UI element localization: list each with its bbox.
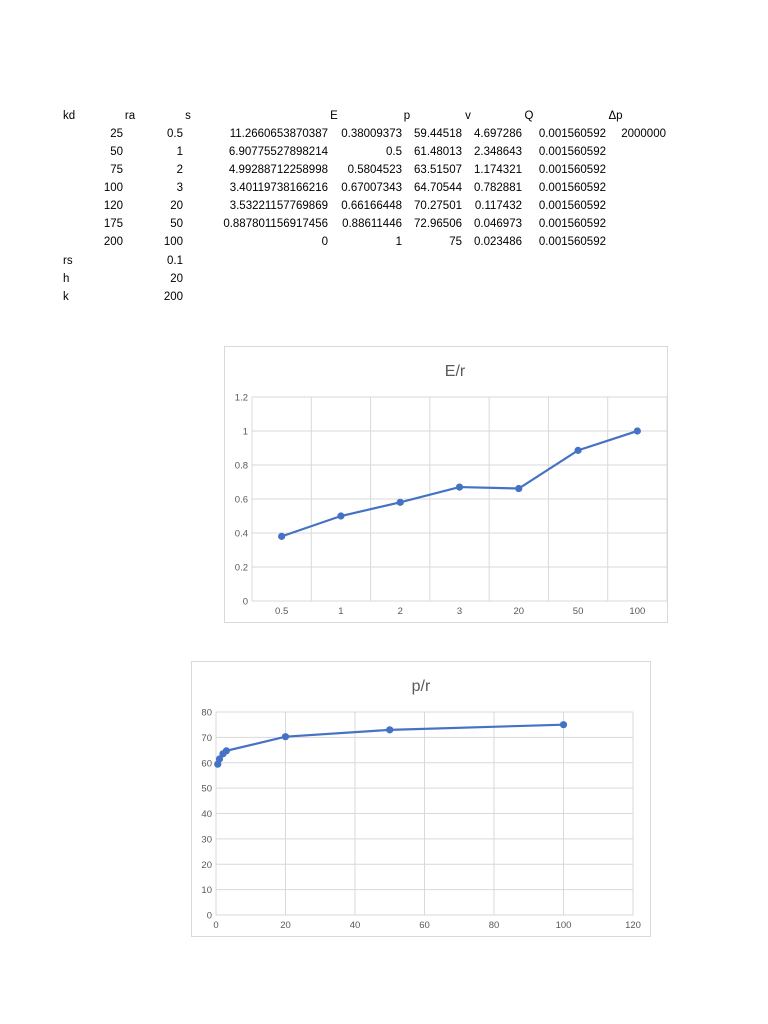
data-point (515, 485, 522, 492)
x-tick-label: 50 (572, 606, 584, 617)
y-tick-label: 0.2 (234, 562, 248, 574)
param-label[interactable]: h (63, 273, 70, 285)
cell-ra[interactable]: 50 (110, 146, 123, 158)
chart-p-r[interactable] (191, 661, 651, 937)
data-point (282, 733, 289, 740)
cell-Q[interactable]: 0.001560592 (538, 236, 606, 248)
cell-E[interactable]: 0.66166448 (341, 200, 402, 212)
y-tick-label: 60 (201, 758, 212, 770)
y-tick-label: 0.6 (234, 494, 248, 506)
cell-p[interactable]: 72.96506 (414, 218, 462, 230)
cell-p[interactable]: 59.44518 (414, 128, 462, 140)
x-tick-label: 100 (629, 606, 646, 617)
x-tick-label: 40 (349, 920, 361, 931)
header-p[interactable]: p (403, 110, 411, 122)
spreadsheet (0, 0, 768, 320)
x-tick-label: 20 (513, 606, 525, 617)
cell-r[interactable]: 0.887801156917456 (223, 218, 328, 230)
cell-ra[interactable]: 120 (103, 200, 123, 212)
y-tick-label: 30 (201, 834, 212, 846)
chart-title: p/r (411, 678, 431, 695)
cell-ra[interactable]: 100 (103, 182, 123, 194)
y-tick-label: 0.4 (234, 528, 248, 540)
cell-s[interactable]: 2 (176, 164, 183, 176)
cell-Q[interactable]: 0.001560592 (538, 146, 606, 158)
data-point (278, 533, 285, 540)
cell-ra[interactable]: 200 (103, 236, 123, 248)
param-value[interactable]: 20 (170, 273, 183, 285)
y-tick-label: 70 (201, 732, 212, 744)
cell-ra[interactable]: 175 (103, 218, 123, 230)
param-label[interactable]: rs (63, 255, 73, 267)
data-point (386, 726, 393, 733)
cell-Q[interactable]: 0.001560592 (538, 164, 606, 176)
cell-v[interactable]: 0.023486 (474, 236, 522, 248)
x-tick-label: 120 (625, 920, 641, 931)
cell-Q[interactable]: 0.001560592 (538, 128, 606, 140)
cell-v[interactable]: 0.782881 (474, 182, 522, 194)
header-ra[interactable]: ra (124, 110, 136, 122)
y-tick-label: 0 (206, 910, 212, 922)
cell-Q[interactable]: 0.001560592 (538, 218, 606, 230)
cell-p[interactable]: 75 (449, 236, 462, 248)
cell-r[interactable]: 11.2660653870387 (229, 128, 328, 140)
x-axis-ticks (275, 606, 645, 617)
cell-E[interactable]: 0.5804523 (347, 164, 402, 176)
param-label[interactable]: k (63, 291, 69, 303)
data-point (223, 747, 230, 754)
cell-s[interactable]: 3 (176, 182, 183, 194)
chart-e-r[interactable] (224, 346, 668, 623)
data-point (574, 447, 581, 454)
cell-dp[interactable]: 2000000 (621, 128, 666, 140)
cell-p[interactable]: 61.48013 (414, 146, 462, 158)
cell-s[interactable]: 0.5 (167, 128, 183, 140)
chart-grid (252, 397, 667, 601)
cell-v[interactable]: 2.348643 (474, 146, 522, 158)
cell-E[interactable]: 1 (395, 236, 402, 248)
x-tick-label: 20 (280, 920, 291, 931)
cell-r[interactable]: 3.40119738166216 (229, 182, 328, 194)
cell-s[interactable]: 50 (170, 218, 183, 230)
y-tick-label: 80 (201, 707, 212, 719)
cell-r[interactable]: 0 (321, 236, 328, 248)
y-tick-label: 20 (201, 859, 212, 871)
cell-Q[interactable]: 0.001560592 (538, 182, 606, 194)
y-axis-ticks (235, 393, 248, 608)
cell-p[interactable]: 64.70544 (414, 182, 462, 194)
header-kd[interactable]: kd (63, 110, 76, 122)
param-value[interactable]: 200 (163, 291, 183, 303)
x-axis-ticks (213, 920, 641, 931)
x-tick-label: 3 (456, 606, 463, 617)
x-tick-label: 0.5 (275, 606, 289, 617)
chart-e-r-svg (225, 347, 667, 622)
data-series (278, 427, 641, 540)
y-tick-label: 0.8 (234, 460, 248, 472)
data-point (634, 427, 641, 434)
param-value[interactable]: 0.1 (167, 255, 183, 267)
cell-ra[interactable]: 75 (110, 164, 123, 176)
cell-E[interactable]: 0.5 (386, 146, 402, 158)
x-tick-label: 2 (397, 606, 403, 617)
data-point (337, 512, 344, 519)
y-axis-ticks (201, 708, 212, 922)
cell-E[interactable]: 0.38009373 (341, 128, 402, 140)
y-tick-label: 1.2 (234, 392, 248, 404)
cell-v[interactable]: 0.117432 (474, 200, 522, 212)
header-v[interactable]: v (465, 110, 471, 122)
cell-p[interactable]: 70.27501 (414, 200, 462, 212)
chart-title: E/r (444, 363, 466, 380)
x-tick-label: 0 (213, 920, 219, 931)
cell-s[interactable]: 20 (170, 200, 183, 212)
header-Q[interactable]: Q (524, 110, 534, 122)
cell-E[interactable]: 0.88611446 (342, 218, 402, 230)
y-tick-label: 1 (242, 426, 248, 438)
header-E[interactable]: E (330, 110, 338, 122)
data-point (397, 499, 404, 506)
y-tick-label: 10 (201, 885, 212, 897)
chart-grid (216, 712, 633, 915)
x-tick-label: 80 (488, 920, 500, 931)
cell-p[interactable]: 63.51507 (414, 164, 462, 176)
cell-ra[interactable]: 25 (110, 128, 123, 140)
y-tick-label: 40 (201, 809, 212, 820)
cell-Q[interactable]: 0.001560592 (538, 200, 606, 212)
cell-s[interactable]: 1 (176, 146, 183, 158)
cell-v[interactable]: 0.046973 (474, 218, 522, 230)
y-tick-label: 0 (242, 596, 248, 608)
cell-v[interactable]: 1.174321 (474, 164, 522, 176)
header-s[interactable]: s (185, 110, 191, 122)
y-tick-label: 50 (201, 783, 212, 795)
x-tick-label: 60 (419, 920, 430, 931)
cell-s[interactable]: 100 (163, 236, 183, 248)
data-point (456, 483, 463, 490)
header-dp[interactable]: Δp (608, 110, 623, 122)
data-series (214, 721, 567, 768)
x-tick-label: 100 (555, 920, 572, 931)
cell-r[interactable]: 4.99288712258998 (228, 164, 328, 176)
data-point (560, 721, 567, 728)
x-tick-label: 1 (338, 606, 344, 617)
cell-r[interactable]: 6.90775527898214 (228, 146, 328, 158)
chart-p-r-svg (192, 662, 650, 936)
cell-r[interactable]: 3.53221157769869 (229, 200, 328, 212)
cell-v[interactable]: 4.697286 (474, 128, 522, 140)
cell-E[interactable]: 0.67007343 (341, 182, 402, 194)
